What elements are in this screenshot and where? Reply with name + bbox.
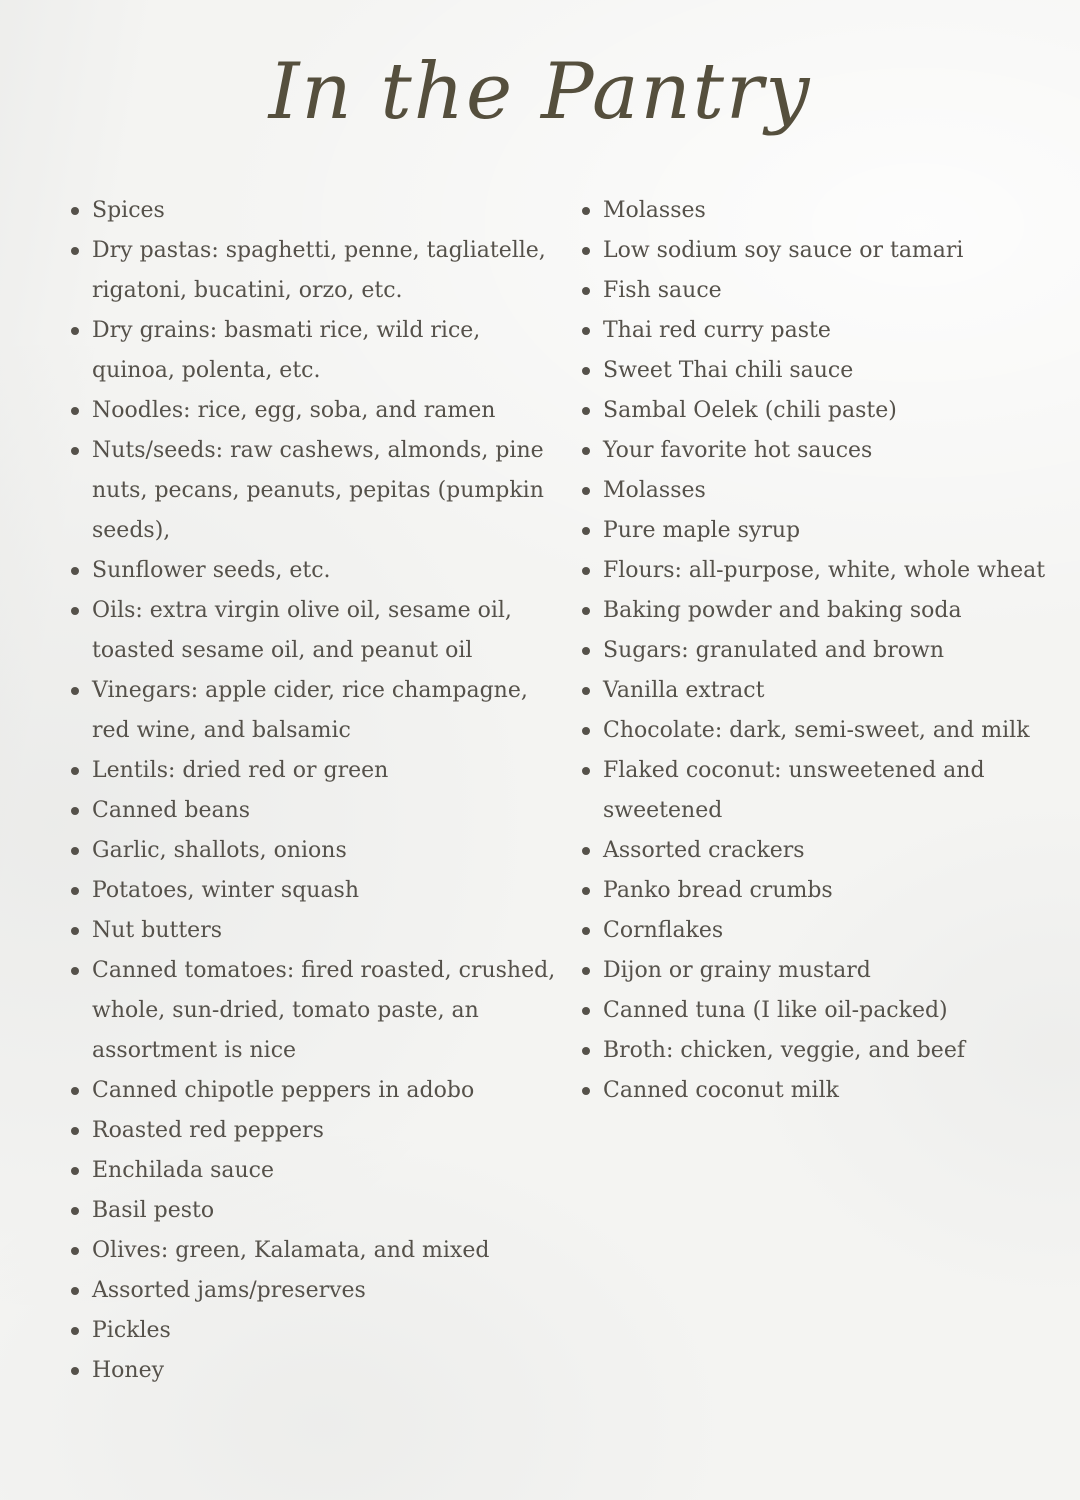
list-item-line: assortment is nice: [92, 1038, 297, 1063]
list-item-line: Flaked coconut: unsweetened and: [603, 758, 985, 783]
list-item: [581, 1031, 1060, 1071]
list-item: [70, 831, 581, 871]
list-item: [581, 231, 1060, 271]
list-item: [581, 311, 1060, 351]
list-item-line: Pure maple syrup: [603, 518, 801, 543]
list-item-line: Dry grains: basmati rice, wild rice,: [92, 318, 481, 343]
list-item-line: Vinegars: apple cider, rice champagne,: [92, 678, 528, 703]
list-item: [581, 471, 1060, 511]
list-item: [581, 391, 1060, 431]
list-item: [70, 231, 581, 311]
list-item: [70, 871, 581, 911]
list-item-line: quinoa, polenta, etc.: [92, 358, 321, 383]
list-item-line: Sambal Oelek (chili paste): [603, 398, 897, 423]
list-item-line: Dry pastas: spaghetti, penne, tagliatelle,: [92, 238, 546, 263]
list-item-line: Honey: [92, 1358, 165, 1383]
list-item: [70, 1351, 581, 1391]
list-item-line: Noodles: rice, egg, soba, and ramen: [92, 398, 496, 423]
list-item-line: Canned beans: [92, 798, 251, 823]
list-item-line: Canned coconut milk: [603, 1078, 839, 1103]
list-item-line: Canned tuna (I like oil-packed): [603, 998, 948, 1023]
list-item-line: rigatoni, bucatini, orzo, etc.: [92, 278, 403, 303]
list-item: [581, 671, 1060, 711]
list-item: [70, 1151, 581, 1191]
list-item: [70, 191, 581, 231]
list-item-line: Vanilla extract: [603, 678, 765, 703]
list-item-line: Sunflower seeds, etc.: [92, 558, 331, 583]
list-item: [70, 951, 581, 1071]
list-item: [581, 351, 1060, 391]
list-item-line: Garlic, shallots, onions: [92, 838, 347, 863]
list-item: [581, 831, 1060, 871]
list-item-line: sweetened: [603, 798, 723, 823]
list-item: [70, 751, 581, 791]
list-item-line: Fish sauce: [603, 278, 722, 303]
list-item: [581, 551, 1060, 591]
list-item: [581, 591, 1060, 631]
list-item-line: Low sodium soy sauce or tamari: [603, 238, 964, 263]
page-title: In the Pantry: [268, 47, 812, 137]
list-item: [581, 951, 1060, 991]
list-item-line: Sugars: granulated and brown: [603, 638, 944, 663]
list-item: [70, 1311, 581, 1351]
list-item-line: Panko bread crumbs: [603, 878, 833, 903]
list-item-line: Thai red curry paste: [603, 318, 831, 343]
list-item: [581, 751, 1060, 831]
list-item-line: Chocolate: dark, semi-sweet, and milk: [603, 718, 1030, 743]
list-item: [581, 1071, 1060, 1111]
pantry-list-left-column: [70, 191, 581, 1391]
list-item-line: Assorted crackers: [603, 838, 805, 863]
list-item: [70, 1071, 581, 1111]
list-item: [581, 711, 1060, 751]
list-item: [581, 911, 1060, 951]
list-item-line: Molasses: [603, 478, 706, 503]
list-item: [70, 1231, 581, 1271]
pantry-list-right-column: [581, 191, 1060, 1111]
list-item-line: red wine, and balsamic: [92, 718, 351, 743]
list-item-line: Assorted jams/preserves: [92, 1278, 366, 1303]
list-item: [70, 551, 581, 591]
list-item: [581, 991, 1060, 1031]
list-item-line: Lentils: dried red or green: [92, 758, 389, 783]
list-item-line: Spices: [92, 198, 165, 223]
list-item-line: seeds),: [92, 518, 171, 543]
list-item-line: Basil pesto: [92, 1198, 215, 1223]
list-item: [70, 911, 581, 951]
list-item-line: Nuts/seeds: raw cashews, almonds, pine: [92, 438, 544, 463]
list-item-line: Broth: chicken, veggie, and beef: [603, 1038, 965, 1063]
list-item-line: Pickles: [92, 1318, 171, 1343]
list-item: [70, 671, 581, 751]
list-item-line: Dijon or grainy mustard: [603, 958, 871, 983]
list-item: [581, 431, 1060, 471]
list-item: [581, 511, 1060, 551]
list-columns: [70, 191, 1060, 1391]
list-item-line: Canned tomatoes: fired roasted, crushed,: [92, 958, 556, 983]
list-item-line: Enchilada sauce: [92, 1158, 275, 1183]
list-item: [70, 1111, 581, 1151]
list-item-line: Molasses: [603, 198, 706, 223]
list-item: [70, 1271, 581, 1311]
list-item-line: Flours: all-purpose, white, whole wheat: [603, 558, 1046, 583]
list-item: [581, 631, 1060, 671]
list-item-line: whole, sun-dried, tomato paste, an: [92, 998, 479, 1023]
list-item: [70, 591, 581, 671]
list-item: [70, 791, 581, 831]
list-item-line: Sweet Thai chili sauce: [603, 358, 854, 383]
list-item-line: Olives: green, Kalamata, and mixed: [92, 1238, 490, 1263]
list-item-line: Nut butters: [92, 918, 223, 943]
list-item: [70, 391, 581, 431]
list-item-line: toasted sesame oil, and peanut oil: [92, 638, 473, 663]
list-item: [70, 1191, 581, 1231]
list-item: [581, 271, 1060, 311]
list-item-line: nuts, pecans, peanuts, pepitas (pumpkin: [92, 478, 544, 503]
list-item-line: Cornflakes: [603, 918, 724, 943]
list-item-line: Oils: extra virgin olive oil, sesame oil,: [92, 598, 512, 623]
list-item: [70, 431, 581, 551]
list-item: [581, 191, 1060, 231]
list-item-line: Canned chipotle peppers in adobo: [92, 1078, 475, 1103]
list-item: [70, 311, 581, 391]
list-item: [581, 871, 1060, 911]
list-item-line: Your favorite hot sauces: [603, 438, 873, 463]
list-item-line: Roasted red peppers: [92, 1118, 324, 1143]
list-item-line: Baking powder and baking soda: [603, 598, 962, 623]
list-item-line: Potatoes, winter squash: [92, 878, 360, 903]
